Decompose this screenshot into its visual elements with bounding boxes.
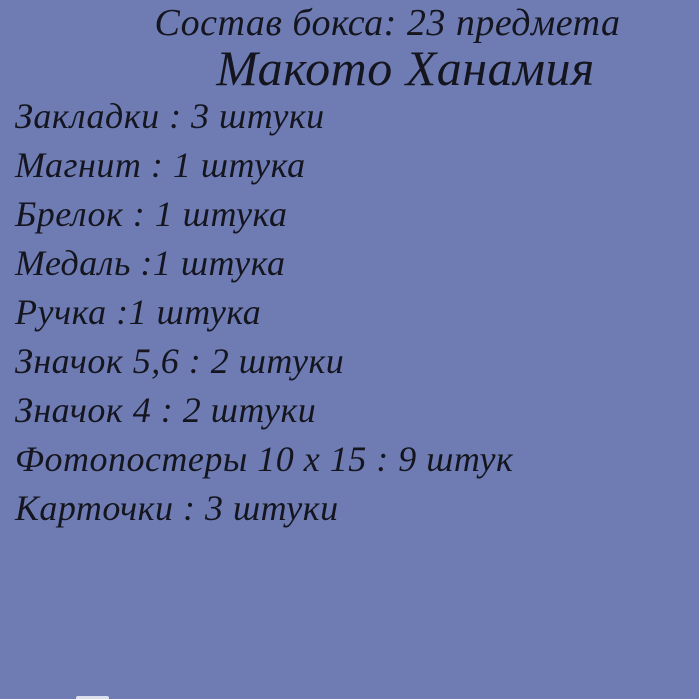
list-item-cards: Карточки : 3 штуки <box>15 488 339 528</box>
list-item-keychain: Брелок : 1 штука <box>15 194 288 234</box>
list-item-photoposters: Фотопостеры 10 x 15 : 9 штук <box>15 439 514 479</box>
list-item-pen: Ручка :1 штука <box>15 292 262 332</box>
list-item-medal: Медаль :1 штука <box>15 243 286 283</box>
list-item-magnet: Магнит : 1 штука <box>15 145 306 185</box>
list-item-badge-56: Значок 5,6 : 2 штуки <box>15 341 345 381</box>
list-item-bookmarks: Закладки : 3 штуки <box>15 96 325 136</box>
box-contents-list <box>0 92 699 533</box>
list-item-badge-4: Значок 4 : 2 штуки <box>15 390 317 430</box>
box-composition-title: Состав бокса: 23 предмета <box>154 2 621 44</box>
character-name-title: Макото Ханамия <box>216 40 595 96</box>
